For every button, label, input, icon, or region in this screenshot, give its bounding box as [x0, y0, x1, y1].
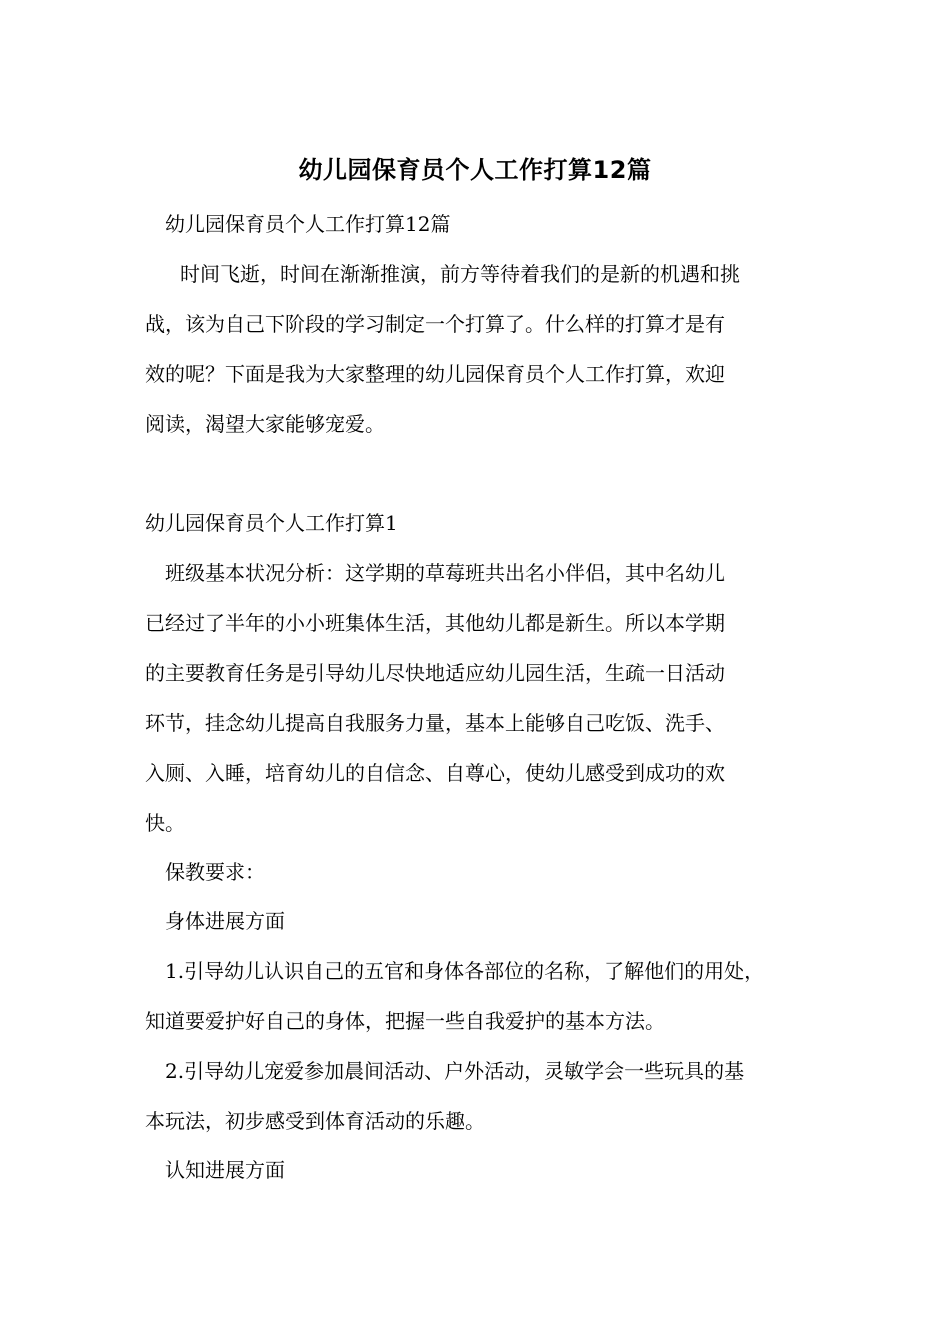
analysis-line: 的主要教育任务是引导幼儿尽快地适应幼儿园生活，生疏一日活动: [145, 661, 725, 685]
list-item-2-line: 本玩法，初步感受到体育活动的乐趣。: [145, 1109, 485, 1133]
analysis-line: 已经过了半年的小小班集体生活，其他幼儿都是新生。所以本学期: [145, 611, 725, 635]
intro-line: 时间飞逝，时间在渐渐推演，前方等待着我们的是新的机遇和挑: [180, 262, 740, 286]
list-item-1-line: 1.引导幼儿认识自己的五官和身体各部位的名称，了解他们的用处，: [165, 959, 765, 983]
intro-line: 效的呢？下面是我为大家整理的幼儿园保育员个人工作打算，欢迎: [145, 362, 725, 386]
list-item-1-line: 知道要爱护好自己的身体，把握一些自我爱护的基本方法。: [145, 1009, 665, 1033]
document-title: 幼儿园保育员个人工作打算12篇: [298, 156, 652, 184]
requirements-label: 保教要求：: [165, 860, 265, 884]
intro-line: 阅读，渴望大家能够宠爱。: [145, 412, 385, 436]
cognitive-development-heading: 认知进展方面: [165, 1158, 285, 1182]
analysis-line: 班级基本状况分析：这学期的草莓班共出名小伴侣，其中名幼儿: [165, 561, 725, 585]
list-item-2-line: 2.引导幼儿宠爱参加晨间活动、户外活动，灵敏学会一些玩具的基: [165, 1059, 745, 1083]
document-subtitle: 幼儿园保育员个人工作打算12篇: [165, 212, 451, 236]
body-development-heading: 身体进展方面: [165, 909, 285, 933]
intro-line: 战，该为自己下阶段的学习制定一个打算了。什么样的打算才是有: [145, 312, 725, 336]
analysis-line: 环节，挂念幼儿提高自我服务力量，基本上能够自己吃饭、洗手、: [145, 711, 725, 735]
section-heading: 幼儿园保育员个人工作打算1: [145, 511, 398, 535]
analysis-line: 快。: [145, 811, 185, 835]
analysis-line: 入厕、入睡，培育幼儿的自信念、自尊心，使幼儿感受到成功的欢: [145, 761, 725, 785]
